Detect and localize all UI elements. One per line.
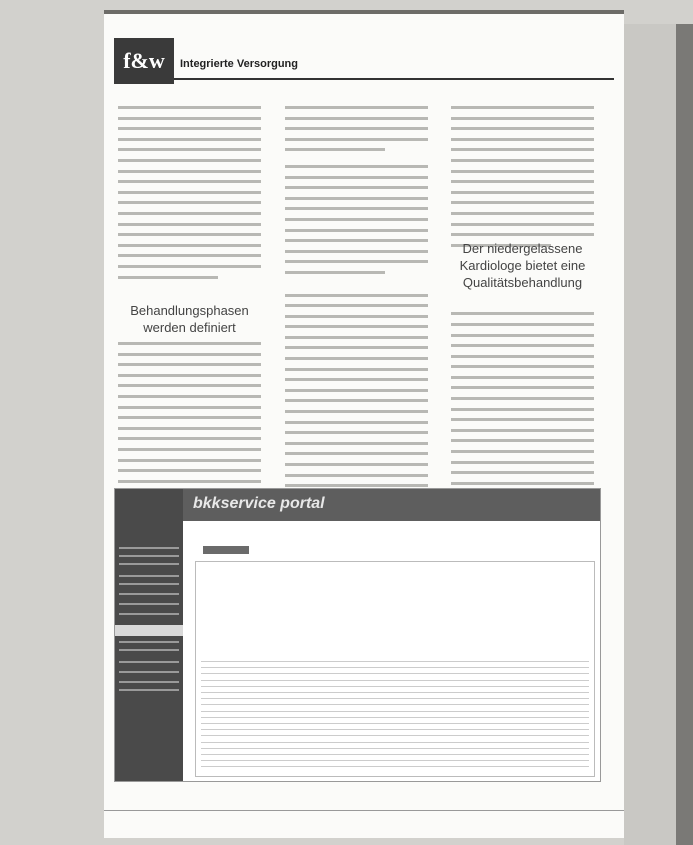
text-line [451, 233, 594, 236]
text-line [118, 469, 261, 472]
portal-table-row [201, 735, 589, 736]
text-line [118, 353, 261, 356]
portal-sidebar-item [119, 641, 179, 643]
text-line [451, 223, 594, 226]
text-line [451, 386, 594, 389]
portal-sidebar-active-item [115, 625, 183, 636]
background-dark-edge [676, 24, 693, 845]
text-line [451, 429, 594, 432]
text-line [451, 127, 594, 130]
text-line [285, 176, 428, 179]
text-line [285, 165, 428, 168]
text-line [285, 474, 428, 477]
text-line [285, 304, 428, 307]
text-line [118, 384, 261, 387]
text-line [285, 229, 428, 232]
text-line [118, 374, 261, 377]
portal-table-row [201, 729, 589, 730]
text-line [285, 197, 428, 200]
text-line [451, 461, 594, 464]
text-line [285, 442, 428, 445]
text-line [118, 106, 261, 109]
top-stripe [104, 10, 624, 14]
text-line [451, 344, 594, 347]
text-line [285, 315, 428, 318]
text-line [285, 127, 428, 130]
portal-table-row [201, 667, 589, 668]
text-line [118, 416, 261, 419]
text-line [118, 127, 261, 130]
portal-table-row [201, 686, 589, 687]
text-line [118, 159, 261, 162]
text-line [451, 418, 594, 421]
text-line [285, 117, 428, 120]
portal-screenshot-figure [114, 488, 601, 782]
text-line [285, 484, 428, 487]
text-line [451, 397, 594, 400]
footer-rule [104, 810, 624, 811]
text-line [285, 260, 428, 263]
text-line [285, 389, 428, 392]
text-line [285, 271, 385, 274]
text-line [118, 342, 261, 345]
portal-table-row [201, 680, 589, 681]
text-line [451, 138, 594, 141]
text-line [118, 191, 261, 194]
text-line [451, 170, 594, 173]
portal-table-row [201, 698, 589, 699]
portal-sidebar-item [119, 649, 179, 651]
text-line [285, 207, 428, 210]
text-line [118, 201, 261, 204]
text-line [285, 410, 428, 413]
portal-sidebar-item [119, 671, 179, 673]
portal-table-row [201, 704, 589, 705]
portal-brand: bkkservice portal [193, 495, 325, 512]
text-line [118, 448, 261, 451]
portal-table-row [201, 723, 589, 724]
text-line [451, 355, 594, 358]
text-line [451, 365, 594, 368]
text-line [451, 376, 594, 379]
subheading: Behandlungsphasen werden definiert [130, 303, 249, 335]
text-line [285, 148, 385, 151]
text-line [118, 180, 261, 183]
text-line [118, 138, 261, 141]
text-line [118, 480, 261, 483]
text-line [118, 117, 261, 120]
text-line [285, 357, 428, 360]
text-line [451, 159, 594, 162]
text-line [118, 212, 261, 215]
text-line [285, 250, 428, 253]
text-line [118, 265, 261, 268]
text-column-2 [285, 106, 428, 548]
section-title: Integrierte Versorgung [180, 58, 298, 70]
text-line [285, 336, 428, 339]
portal-tab [203, 546, 249, 554]
text-line [285, 463, 428, 466]
portal-sidebar-item [119, 689, 179, 691]
subheading: Der niedergelassene Kardiologe bietet eine Qualitätsbehandlung [459, 241, 586, 290]
text-line [118, 233, 261, 236]
text-line [285, 325, 428, 328]
portal-sidebar-item [119, 661, 179, 663]
portal-sidebar-item [119, 603, 179, 605]
portal-table-row [201, 760, 589, 761]
text-line [285, 346, 428, 349]
text-line [118, 459, 261, 462]
text-line [118, 437, 261, 440]
text-line [451, 191, 594, 194]
text-line [285, 378, 428, 381]
text-line [118, 244, 261, 247]
text-line [285, 186, 428, 189]
text-line [451, 482, 594, 485]
text-line [118, 148, 261, 151]
text-line [118, 276, 218, 279]
text-line [285, 431, 428, 434]
text-line [451, 312, 594, 315]
portal-sidebar-item [119, 555, 179, 557]
text-line [118, 406, 261, 409]
text-line [285, 368, 428, 371]
text-line [451, 439, 594, 442]
portal-sidebar-item [119, 681, 179, 683]
portal-table-row [201, 711, 589, 712]
text-line [285, 239, 428, 242]
text-line [451, 201, 594, 204]
portal-table-row [201, 717, 589, 718]
portal-sidebar-item [119, 593, 179, 595]
text-line [285, 452, 428, 455]
text-line [118, 223, 261, 226]
portal-table-row [201, 692, 589, 693]
text-line [451, 323, 594, 326]
text-line [118, 170, 261, 173]
text-line [451, 212, 594, 215]
text-line [285, 294, 428, 297]
text-line [118, 427, 261, 430]
text-line [285, 218, 428, 221]
text-line [118, 395, 261, 398]
header-rule [174, 78, 614, 80]
text-line [285, 138, 428, 141]
portal-sidebar-item [119, 613, 179, 615]
text-line [451, 334, 594, 337]
text-line [451, 471, 594, 474]
text-line [118, 363, 261, 366]
text-line [285, 399, 428, 402]
text-line [451, 180, 594, 183]
text-line [118, 254, 261, 257]
text-line [285, 106, 428, 109]
text-line [451, 450, 594, 453]
portal-sidebar-item [119, 547, 179, 549]
text-line [451, 117, 594, 120]
portal-table-row [201, 748, 589, 749]
portal-table-row [201, 661, 589, 662]
portal-sidebar-item [119, 583, 179, 585]
portal-content-panel [195, 561, 595, 777]
portal-sidebar-item [119, 563, 179, 565]
text-line [451, 106, 594, 109]
portal-table-row [201, 673, 589, 674]
portal-sidebar-item [119, 575, 179, 577]
text-line [451, 148, 594, 151]
text-line [451, 408, 594, 411]
portal-table-row [201, 742, 589, 743]
text-line [285, 421, 428, 424]
portal-table-row [201, 754, 589, 755]
publication-logo: f&w [114, 38, 174, 84]
portal-table-row [201, 766, 589, 767]
